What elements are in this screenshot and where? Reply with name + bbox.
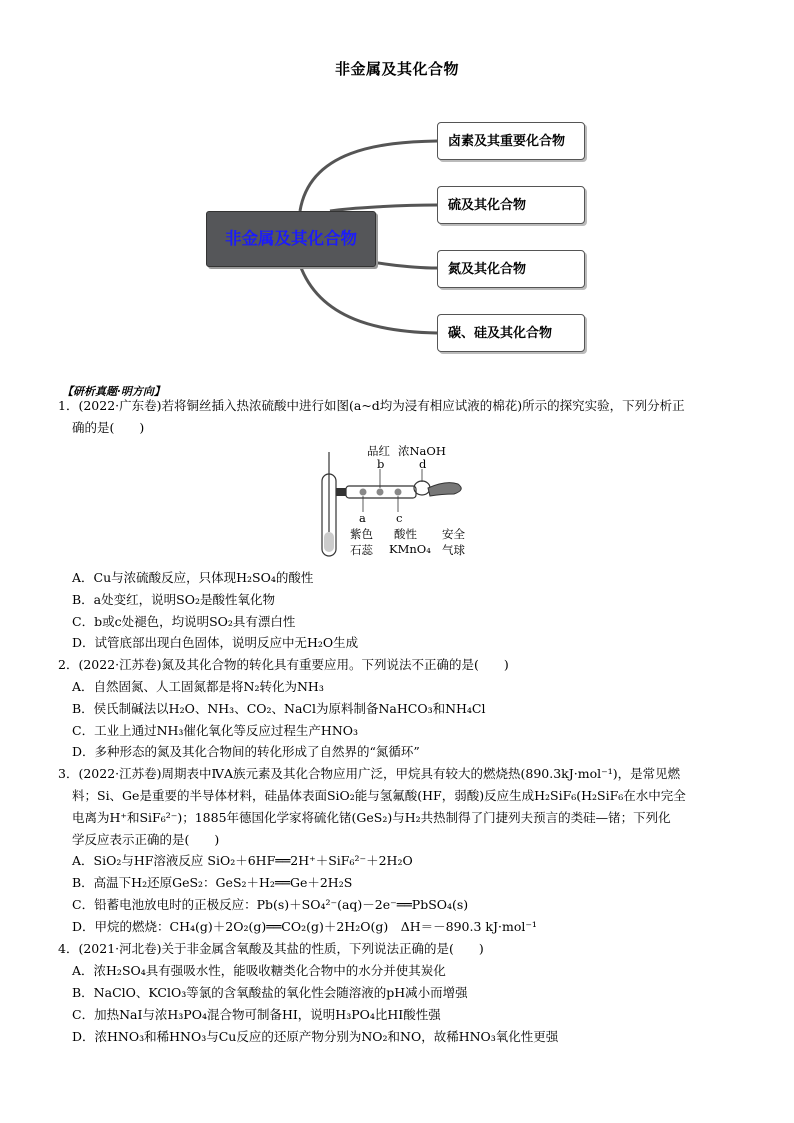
q3-option-c: C．铅蓄电池放电时的正极反应：Pb(s)＋SO₄²⁻(aq)－2e⁻══PbSO₄(s) [72, 897, 469, 912]
q3-line-2: 料；Si、Ge是重要的半导体材料，硅晶体表面SiO₂能与氢氟酸(HF，弱酸)反应生成H₂SiF₆(H₂SiF₆在水中完全 [72, 788, 686, 803]
fig-label-pinhong: 品红 [367, 444, 390, 458]
q4-option-d: D．浓HNO₃和稀HNO₃与Cu反应的还原产物分别为NO₂和NO，故稀HNO₃氧化性更强 [72, 1029, 559, 1044]
q2-option-b: B．侯氏制碱法以H₂O、NH₃、CO₂、NaCl为原料制备NaHCO₃和NH₄Cl [72, 701, 486, 716]
page-title: 非金属及其化合物 [334, 60, 459, 78]
q1-option-c: C．b或c处褪色，均说明SO₂具有漂白性 [72, 614, 296, 629]
fig-letter-d: d [419, 457, 427, 471]
mindmap-center-node: 非金属及其化合物 [206, 211, 376, 267]
q1-line-1: 1．(2022·广东卷)若将铜丝插入热浓硫酸中进行如图(a~d均为浸有相应试液的棉花)所示的探究实验，下列分析正 [58, 398, 685, 413]
fig-label-anquan: 安全 [442, 527, 465, 541]
q2-option-a: A．自然固氮、人工固氮都是将N₂转化为NH₃ [72, 679, 324, 694]
q3-line-1: 3．(2022·江苏卷)周期表中ⅣA族元素及其化合物应用广泛，甲烷具有较大的燃烧热(890.3kJ·mol⁻¹)，是常见燃 [58, 766, 681, 781]
q4-option-b: B．NaClO、KClO₃等氯的含氧酸盐的氧化性会随溶液的pH减小而增强 [72, 985, 468, 1000]
q1-option-b: B．a处变红，说明SO₂是酸性氧化物 [72, 592, 275, 607]
fig-label-zise: 紫色 [350, 527, 373, 541]
q3-option-d: D．甲烷的燃烧：CH₄(g)＋2O₂(g)══CO₂(g)＋2H₂O(g) ΔH＝－890.3 kJ·mol⁻¹ [72, 919, 537, 934]
q2-line-1: 2．(2022·江苏卷)氮及其化合物的转化具有重要应用。下列说法不正确的是( ) [58, 657, 509, 672]
section-label: 【研析真题·明方向】 [62, 385, 165, 398]
q3-option-a: A．SiO₂与HF溶液反应 SiO₂＋6HF══2H⁺＋SiF₆²⁻＋2H₂O [72, 853, 413, 868]
q1-option-a: A．Cu与浓硫酸反应，只体现H₂SO₄的酸性 [72, 570, 314, 585]
q1-line-2: 确的是( ) [72, 420, 145, 435]
q2-option-c: C．工业上通过NH₃催化氧化等反应过程生产HNO₃ [72, 723, 359, 738]
mindmap-branch-carbon-silicon: 碳、硅及其化合物 [437, 314, 585, 352]
q4-option-a: A．浓H₂SO₄具有强吸水性，能吸收糖类化合物中的水分并使其炭化 [72, 963, 446, 978]
q2-option-d: D．多种形态的氮及其化合物间的转化形成了自然界的“氮循环” [72, 744, 420, 759]
q3-line-3: 电离为H⁺和SiF₆²⁻)；1885年德国化学家将硫化锗(GeS₂)与H₂共热制得了门捷列夫预言的类硅—锗；下列化 [72, 810, 671, 825]
mindmap-branch-nitrogen: 氮及其化合物 [437, 250, 585, 288]
q1-option-d: D．试管底部出现白色固体，说明反应中无H₂O生成 [72, 635, 359, 650]
mindmap-branch-sulfur: 硫及其化合物 [437, 186, 585, 224]
fig-letter-a: a [359, 511, 366, 525]
fig-letter-b: b [377, 457, 385, 471]
fig-label-naoh: 浓NaOH [398, 444, 446, 458]
mindmap-branch-halogen: 卤素及其重要化合物 [437, 122, 585, 160]
q3-option-b: B．高温下H₂还原GeS₂：GeS₂＋H₂══Ge＋2H₂S [72, 875, 353, 890]
fig-label-kmno4: KMnO₄ [389, 542, 431, 556]
q4-option-c: C．加热NaI与浓H₃PO₄混合物可制备HI，说明H₃PO₄比HI酸性强 [72, 1007, 441, 1022]
q4-line-1: 4．(2021·河北卷)关于非金属含氧酸及其盐的性质，下列说法正确的是( ) [58, 941, 484, 956]
fig-label-qiqiu: 气球 [442, 543, 465, 557]
fig-label-shirui: 石蕊 [350, 543, 373, 557]
q3-line-4: 学反应表示正确的是( ) [72, 832, 220, 847]
mindmap-connectors [0, 110, 794, 360]
fig-label-suanxing: 酸性 [394, 527, 417, 541]
fig-letter-c: c [396, 511, 403, 525]
